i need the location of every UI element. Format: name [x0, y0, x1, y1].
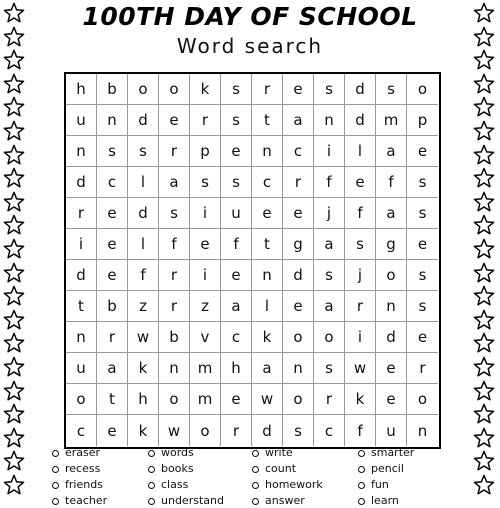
- grid-cell[interactable]: l: [128, 229, 159, 260]
- grid-cell[interactable]: i: [66, 229, 97, 260]
- grid-cell[interactable]: s: [407, 260, 438, 291]
- grid-cell[interactable]: e: [97, 415, 128, 446]
- grid-cell[interactable]: r: [159, 260, 190, 291]
- grid-cell[interactable]: m: [190, 384, 221, 415]
- grid-cell[interactable]: h: [66, 74, 97, 105]
- grid-cell[interactable]: a: [314, 229, 345, 260]
- circle-bullet-icon: [252, 466, 259, 473]
- grid-cell[interactable]: f: [128, 260, 159, 291]
- word-label: fun: [371, 478, 389, 491]
- grid-cell[interactable]: e: [283, 198, 314, 229]
- grid-cell[interactable]: l: [252, 291, 283, 322]
- grid-cell[interactable]: c: [314, 415, 345, 446]
- word-label: write: [265, 446, 293, 459]
- star-icon: [473, 262, 495, 284]
- word-list-item: [252, 446, 358, 460]
- grid-cell[interactable]: s: [407, 198, 438, 229]
- star-icon: [3, 144, 25, 166]
- grid-cell[interactable]: r: [159, 291, 190, 322]
- circle-bullet-icon: [358, 498, 365, 505]
- grid-cell[interactable]: u: [66, 105, 97, 136]
- grid-cell[interactable]: s: [128, 136, 159, 167]
- grid-cell[interactable]: s: [314, 260, 345, 291]
- word-list-item: [252, 494, 358, 508]
- word-list-item: [52, 446, 148, 460]
- grid-cell[interactable]: a: [252, 353, 283, 384]
- star-icon: [3, 403, 25, 425]
- page-subtitle: Word search: [176, 34, 324, 58]
- grid-cell[interactable]: o: [376, 260, 407, 291]
- grid-cell[interactable]: h: [128, 384, 159, 415]
- star-icon: [3, 285, 25, 307]
- grid-cell[interactable]: o: [314, 322, 345, 353]
- grid-cell[interactable]: f: [159, 229, 190, 260]
- star-icon: [473, 96, 495, 118]
- grid-cell[interactable]: d: [345, 74, 376, 105]
- word-label: words: [161, 446, 194, 459]
- grid-cell[interactable]: e: [407, 322, 438, 353]
- word-label: learn: [371, 494, 399, 507]
- grid-cell[interactable]: k: [190, 74, 221, 105]
- grid-cell[interactable]: n: [66, 322, 97, 353]
- grid-cell[interactable]: u: [66, 353, 97, 384]
- grid-cell[interactable]: f: [345, 415, 376, 446]
- grid-cell[interactable]: t: [66, 291, 97, 322]
- grid-cell[interactable]: b: [97, 291, 128, 322]
- grid-cell[interactable]: p: [407, 105, 438, 136]
- star-icon: [473, 167, 495, 189]
- star-icon: [473, 332, 495, 354]
- grid-cell[interactable]: w: [345, 353, 376, 384]
- grid-cell[interactable]: r: [221, 415, 252, 446]
- grid-cell[interactable]: g: [283, 229, 314, 260]
- circle-bullet-icon: [148, 466, 155, 473]
- grid-cell[interactable]: f: [376, 167, 407, 198]
- circle-bullet-icon: [358, 482, 365, 489]
- star-icon: [473, 356, 495, 378]
- grid-cell[interactable]: r: [97, 322, 128, 353]
- grid-cell[interactable]: c: [252, 167, 283, 198]
- grid-cell[interactable]: s: [190, 167, 221, 198]
- star-icon: [3, 332, 25, 354]
- grid-cell[interactable]: a: [221, 291, 252, 322]
- star-icon: [473, 450, 495, 472]
- circle-bullet-icon: [148, 450, 155, 457]
- star-icon: [3, 356, 25, 378]
- word-label: homework: [265, 478, 323, 491]
- grid-cell[interactable]: k: [128, 353, 159, 384]
- grid-cell[interactable]: s: [314, 74, 345, 105]
- circle-bullet-icon: [252, 450, 259, 457]
- grid-cell[interactable]: u: [376, 415, 407, 446]
- circle-bullet-icon: [52, 466, 59, 473]
- grid-cell[interactable]: w: [128, 322, 159, 353]
- grid-cell[interactable]: m: [376, 105, 407, 136]
- grid-cell[interactable]: i: [345, 322, 376, 353]
- grid-cell[interactable]: s: [407, 167, 438, 198]
- grid-cell[interactable]: e: [221, 260, 252, 291]
- grid-cell[interactable]: b: [97, 74, 128, 105]
- star-icon: [473, 380, 495, 402]
- grid-cell[interactable]: j: [314, 198, 345, 229]
- star-icon: [3, 450, 25, 472]
- star-icon: [3, 120, 25, 142]
- grid-cell[interactable]: o: [283, 384, 314, 415]
- grid-cell[interactable]: o: [159, 74, 190, 105]
- grid-cell[interactable]: n: [159, 353, 190, 384]
- grid-cell[interactable]: o: [128, 74, 159, 105]
- word-list-item: [148, 462, 252, 476]
- star-icon: [3, 73, 25, 95]
- star-icon: [3, 214, 25, 236]
- grid-cell[interactable]: d: [128, 105, 159, 136]
- word-list-item: [52, 462, 148, 476]
- right-star-border: [473, 0, 497, 500]
- grid-cell[interactable]: e: [221, 136, 252, 167]
- word-list-item: [148, 446, 252, 460]
- grid-cell[interactable]: n: [252, 136, 283, 167]
- star-icon: [473, 120, 495, 142]
- grid-cell[interactable]: h: [221, 353, 252, 384]
- grid-cell[interactable]: f: [345, 198, 376, 229]
- circle-bullet-icon: [52, 450, 59, 457]
- page-title: 100TH DAY OF SCHOOL: [82, 2, 418, 31]
- star-icon: [3, 96, 25, 118]
- grid-cell[interactable]: e: [190, 229, 221, 260]
- grid-cell[interactable]: d: [345, 105, 376, 136]
- grid-cell[interactable]: c: [66, 415, 97, 446]
- grid-cell[interactable]: w: [159, 415, 190, 446]
- grid-cell[interactable]: l: [128, 167, 159, 198]
- grid-cell[interactable]: o: [159, 384, 190, 415]
- grid-cell[interactable]: s: [283, 415, 314, 446]
- grid-cell[interactable]: a: [376, 136, 407, 167]
- grid-cell[interactable]: n: [376, 291, 407, 322]
- star-icon: [3, 309, 25, 331]
- grid-cell[interactable]: n: [283, 353, 314, 384]
- grid-cell[interactable]: e: [376, 384, 407, 415]
- grid-cell[interactable]: i: [314, 136, 345, 167]
- grid-cell[interactable]: i: [190, 198, 221, 229]
- grid-cell[interactable]: r: [407, 353, 438, 384]
- star-icon: [473, 427, 495, 449]
- grid-cell[interactable]: n: [417, 421, 428, 440]
- grid-cell[interactable]: s: [376, 74, 407, 105]
- word-list-item: [252, 478, 358, 492]
- grid-cell[interactable]: e: [407, 136, 438, 167]
- star-icon: [3, 191, 25, 213]
- grid-cell[interactable]: e: [345, 167, 376, 198]
- word-list-item: [148, 478, 252, 492]
- star-icon: [3, 167, 25, 189]
- grid-cell[interactable]: s: [159, 198, 190, 229]
- word-search-grid: [64, 72, 441, 449]
- word-list-item: [52, 494, 148, 508]
- grid-cell[interactable]: o: [407, 74, 438, 105]
- grid-cell[interactable]: a: [376, 198, 407, 229]
- grid-cell[interactable]: d: [283, 260, 314, 291]
- grid-cell[interactable]: t: [97, 384, 128, 415]
- grid-cell[interactable]: r: [190, 105, 221, 136]
- grid-cell[interactable]: s: [314, 353, 345, 384]
- word-label: class: [161, 478, 189, 491]
- grid-cell[interactable]: e: [97, 229, 128, 260]
- grid-cell[interactable]: s: [221, 74, 252, 105]
- star-icon: [473, 214, 495, 236]
- grid-cell[interactable]: b: [159, 322, 190, 353]
- grid-cell[interactable]: s: [345, 229, 376, 260]
- word-label: eraser: [65, 446, 101, 459]
- grid-cell[interactable]: z: [190, 291, 221, 322]
- grid-cell[interactable]: r: [283, 167, 314, 198]
- grid-cell[interactable]: e: [283, 74, 314, 105]
- grid-cell[interactable]: d: [376, 322, 407, 353]
- word-label: count: [265, 462, 297, 475]
- grid-cell[interactable]: r: [314, 384, 345, 415]
- star-icon: [473, 309, 495, 331]
- grid-cell[interactable]: r: [66, 198, 97, 229]
- grid-cell[interactable]: r: [252, 74, 283, 105]
- word-list-item: [358, 478, 462, 492]
- grid-cell[interactable]: s: [97, 136, 128, 167]
- circle-bullet-icon: [358, 466, 365, 473]
- word-label: understand: [161, 494, 224, 507]
- word-label: pencil: [371, 462, 404, 475]
- grid-cell[interactable]: e: [159, 105, 190, 136]
- star-icon: [3, 474, 25, 496]
- grid-cell[interactable]: u: [221, 198, 252, 229]
- grid-cell[interactable]: z: [128, 291, 159, 322]
- grid-cell[interactable]: s: [221, 105, 252, 136]
- word-list-item: [358, 446, 462, 460]
- grid-cell[interactable]: c: [283, 136, 314, 167]
- grid-cell[interactable]: a: [314, 291, 345, 322]
- grid-cell[interactable]: d: [252, 415, 283, 446]
- grid-cell[interactable]: s: [221, 167, 252, 198]
- grid-cell[interactable]: c: [97, 167, 128, 198]
- grid-cell[interactable]: e: [97, 260, 128, 291]
- word-list-item: [358, 462, 462, 476]
- grid-cell[interactable]: e: [407, 229, 438, 260]
- grid-cell[interactable]: k: [252, 322, 283, 353]
- grid-cell[interactable]: l: [345, 136, 376, 167]
- grid-cell[interactable]: n: [252, 260, 283, 291]
- circle-bullet-icon: [52, 482, 59, 489]
- grid-cell[interactable]: i: [190, 260, 221, 291]
- grid-cell[interactable]: d: [66, 260, 97, 291]
- grid-cell[interactable]: v: [190, 322, 221, 353]
- grid-cell[interactable]: m: [190, 353, 221, 384]
- circle-bullet-icon: [252, 498, 259, 505]
- star-icon: [473, 238, 495, 260]
- star-icon: [3, 380, 25, 402]
- grid-cell[interactable]: a: [283, 105, 314, 136]
- star-icon: [473, 73, 495, 95]
- word-list-item: [148, 494, 252, 508]
- left-star-border: [3, 0, 27, 500]
- grid-cell[interactable]: f: [221, 229, 252, 260]
- grid-cell[interactable]: k: [128, 415, 159, 446]
- star-icon: [3, 238, 25, 260]
- grid-cell[interactable]: o: [66, 384, 97, 415]
- grid-cell[interactable]: t: [252, 229, 283, 260]
- grid-cell[interactable]: n: [97, 105, 128, 136]
- word-list-item: [252, 462, 358, 476]
- grid-cell[interactable]: t: [252, 105, 283, 136]
- grid-cell[interactable]: p: [190, 136, 221, 167]
- grid-cell[interactable]: d: [128, 198, 159, 229]
- circle-bullet-icon: [358, 450, 365, 457]
- grid-cell[interactable]: e: [283, 291, 314, 322]
- grid-cell[interactable]: w: [252, 384, 283, 415]
- grid-cell[interactable]: a: [159, 167, 190, 198]
- grid-cell[interactable]: a: [97, 353, 128, 384]
- word-label: books: [161, 462, 194, 475]
- grid-cell[interactable]: c: [221, 322, 252, 353]
- star-icon: [3, 427, 25, 449]
- grid-cell[interactable]: e: [97, 198, 128, 229]
- grid-cell[interactable]: n: [314, 105, 345, 136]
- grid-cell[interactable]: e: [252, 198, 283, 229]
- star-icon: [473, 285, 495, 307]
- word-label: teacher: [65, 494, 108, 507]
- grid-cell[interactable]: f: [314, 167, 345, 198]
- grid-cell[interactable]: n: [66, 136, 97, 167]
- circle-bullet-icon: [148, 498, 155, 505]
- word-list-item: [52, 478, 148, 492]
- circle-bullet-icon: [52, 498, 59, 505]
- circle-bullet-icon: [252, 482, 259, 489]
- word-list: [52, 446, 462, 508]
- grid-cell[interactable]: o: [283, 322, 314, 353]
- grid-cell[interactable]: d: [66, 167, 97, 198]
- word-label: answer: [265, 494, 305, 507]
- word-label: friends: [65, 478, 103, 491]
- grid-cell[interactable]: e: [221, 384, 252, 415]
- grid-cell[interactable]: e: [376, 353, 407, 384]
- grid-cell[interactable]: k: [345, 384, 376, 415]
- grid-cell[interactable]: o: [190, 415, 221, 446]
- star-icon: [473, 144, 495, 166]
- star-icon: [473, 191, 495, 213]
- circle-bullet-icon: [148, 482, 155, 489]
- grid-cell[interactable]: o: [407, 384, 438, 415]
- grid-cell[interactable]: r: [159, 136, 190, 167]
- word-label: smarter: [371, 446, 415, 459]
- star-icon: [473, 474, 495, 496]
- word-list-item: [358, 494, 462, 508]
- star-icon: [473, 403, 495, 425]
- grid-cell[interactable]: g: [376, 229, 407, 260]
- grid-cell[interactable]: s: [407, 291, 438, 322]
- grid-cell[interactable]: r: [345, 291, 376, 322]
- grid-cell[interactable]: j: [345, 260, 376, 291]
- star-icon: [3, 262, 25, 284]
- word-label: recess: [65, 462, 101, 475]
